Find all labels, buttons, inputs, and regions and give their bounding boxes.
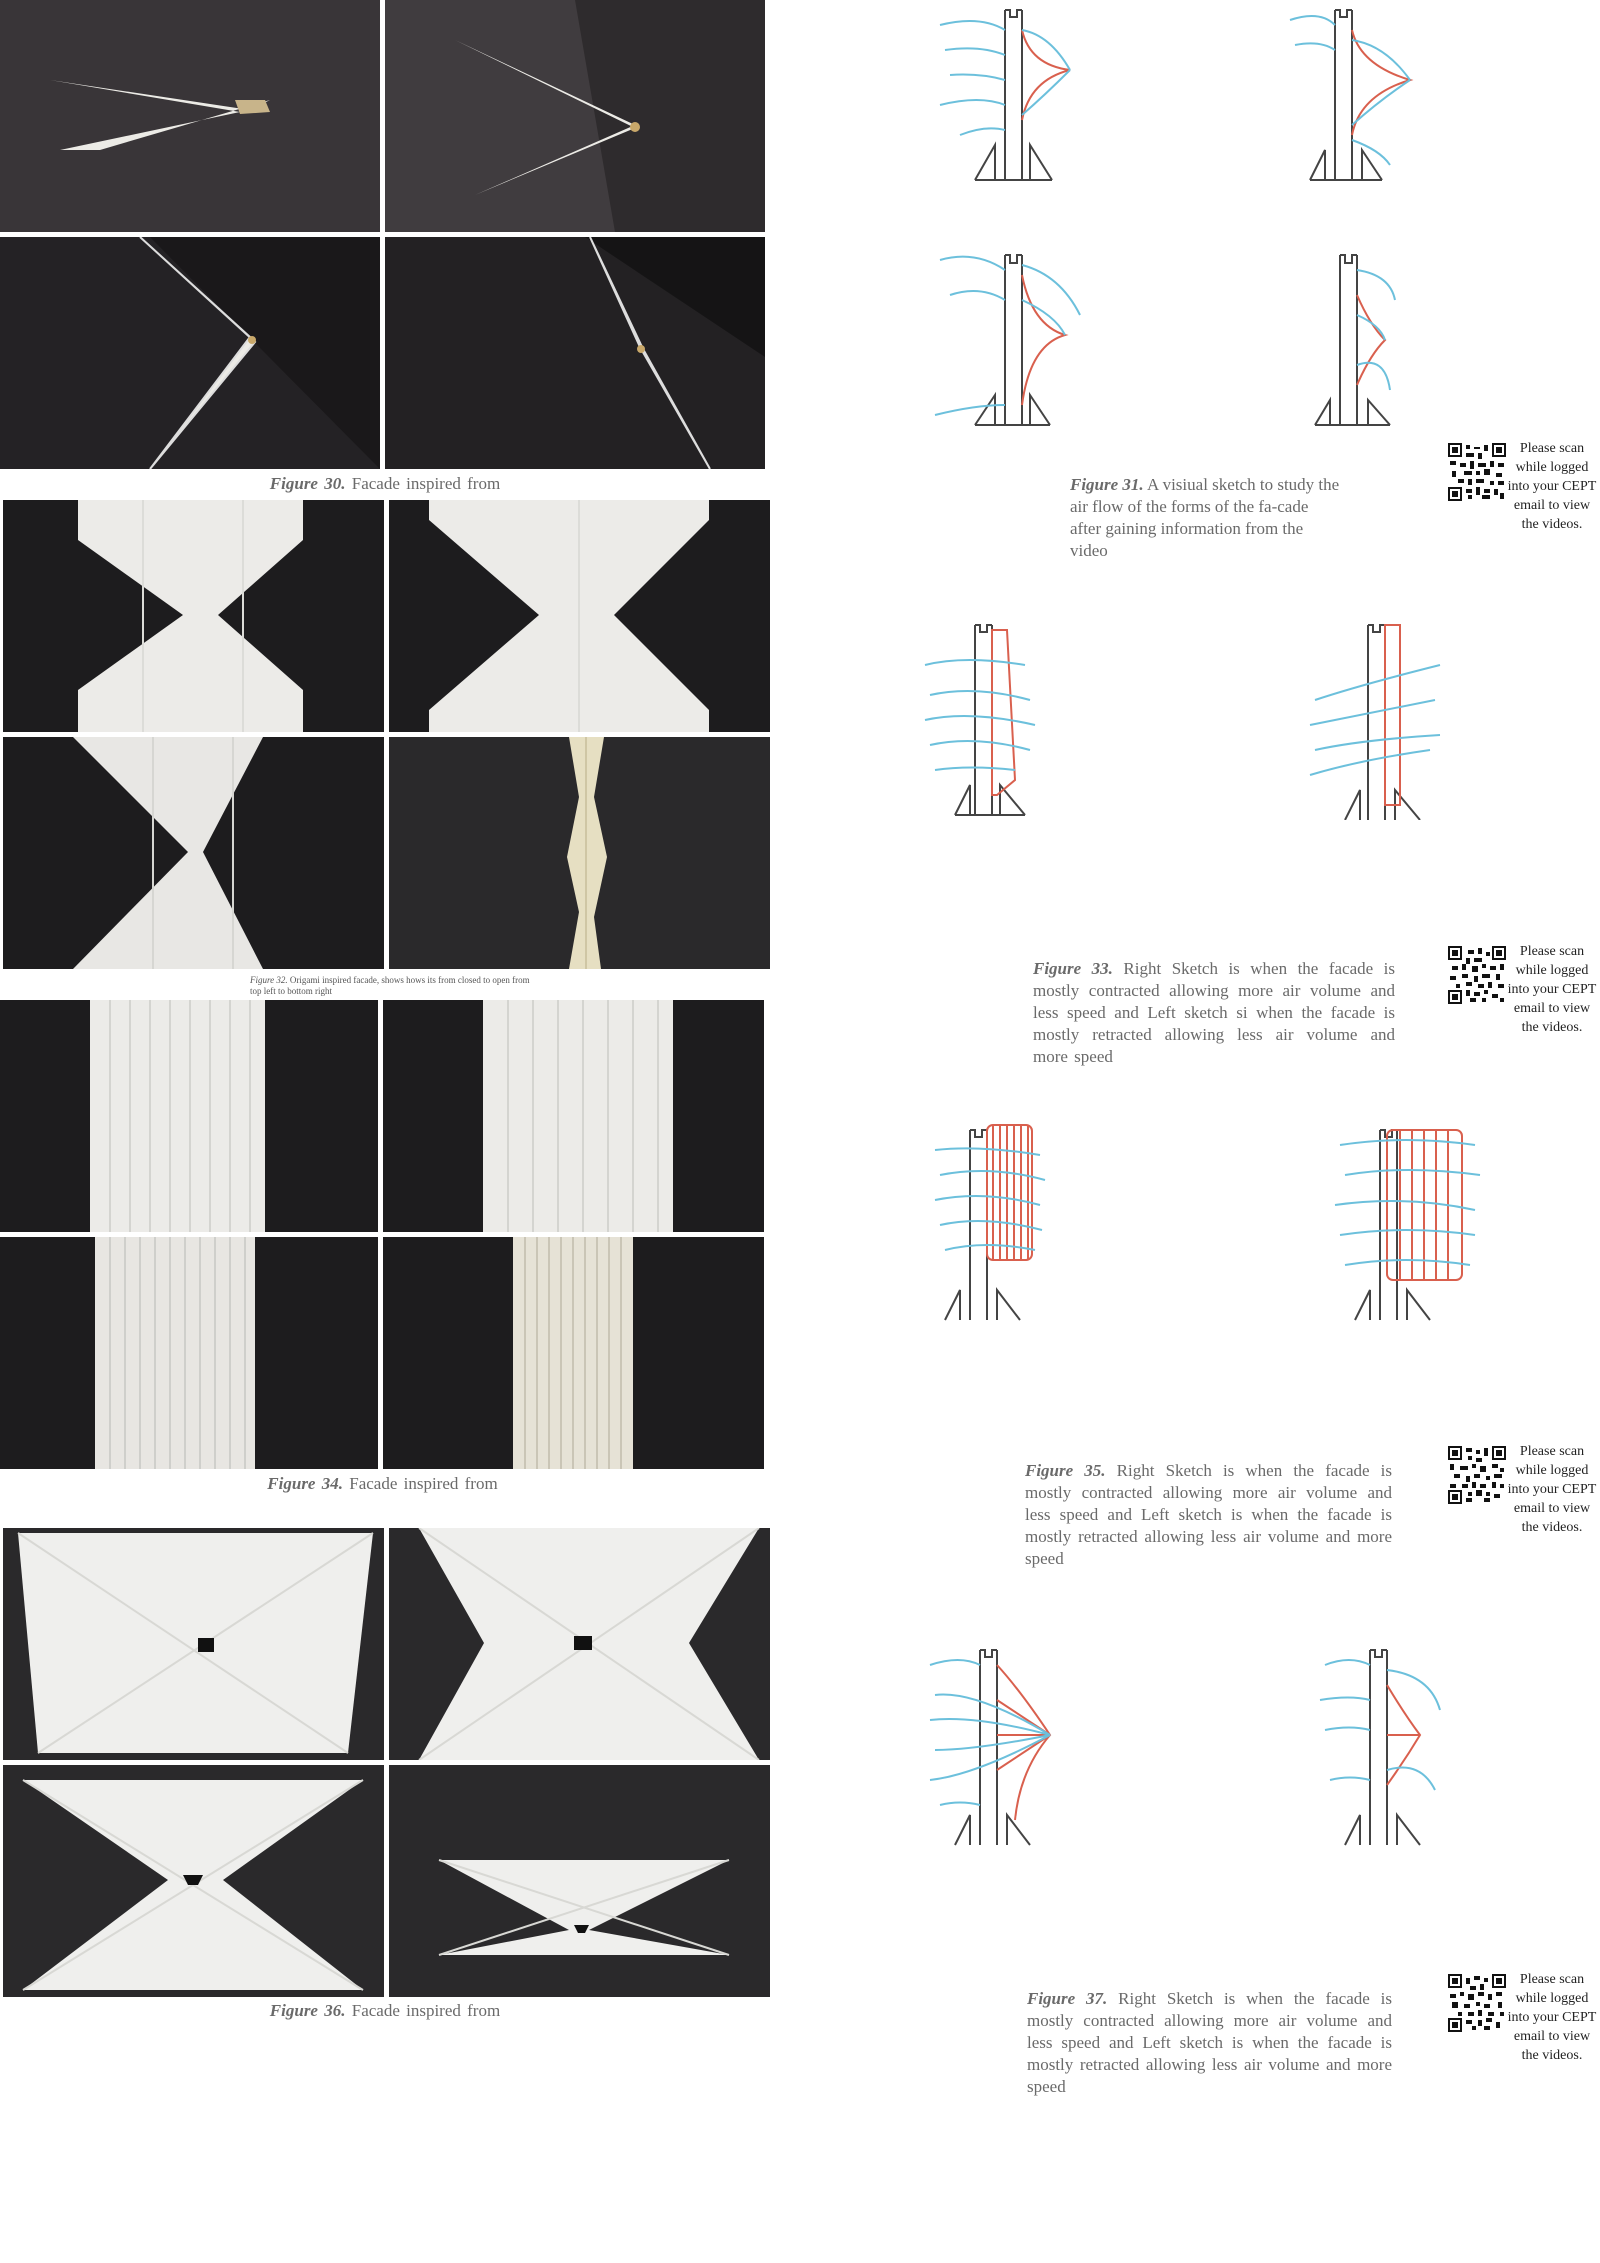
figure-text: Right Sketch is when the facade is mostly contracted allowing more air volume and less speed and Left sketch is when the facade is mostly retracted allowing less air volume and more speed (1025, 1461, 1393, 1568)
photo-fig34-d (383, 1237, 764, 1469)
qr-block-1 (1448, 443, 1598, 563)
qr-code-icon (1448, 1446, 1506, 1504)
figure-label: Figure 30. (269, 474, 346, 493)
photo-fig32-d (389, 737, 770, 969)
figure-label: Figure 32. (250, 975, 288, 985)
figure-text: Facade inspired from (351, 474, 501, 493)
photo-fig30-a (0, 0, 380, 232)
photo-fig36-d (389, 1765, 770, 1997)
sketch-fig31-c (920, 245, 1120, 430)
qr-block-2 (1448, 946, 1598, 1066)
caption-fig37 (1027, 1988, 1392, 2098)
photo-fig36-b (389, 1528, 770, 1760)
figure-label: Figure 31. (1070, 475, 1144, 494)
sketch-fig35-b (1325, 1120, 1510, 1325)
figure-label: Figure 36. (269, 2001, 346, 2020)
figure-text: Facade inspired from (349, 1474, 498, 1493)
photo-fig36-c (3, 1765, 384, 1997)
sketch-fig37-a (920, 1640, 1120, 1850)
figure-label: Figure 33. (1033, 959, 1113, 978)
caption-fig33 (1033, 958, 1395, 1068)
caption-fig35 (1025, 1460, 1392, 1570)
qr-block-4 (1448, 1974, 1598, 2094)
qr-code-icon (1448, 443, 1506, 501)
caption-fig31 (1070, 474, 1340, 562)
caption-fig36 (0, 2000, 770, 2022)
figure-text: Right Sketch is when the facade is mostly contracted allowing more air volume and less speed and Left sketch is when the facade is mostly retracted allowing less air volume and more speed (1027, 1989, 1393, 2096)
sketch-fig35-a (930, 1120, 1110, 1325)
sketch-fig31-b (1270, 5, 1470, 185)
qr-code-icon (1448, 946, 1506, 1004)
caption-fig30 (0, 473, 770, 495)
photo-fig34-a (0, 1000, 378, 1232)
qr-instructions: Please scan while logged into your CEPT email to view the videos. (1507, 1444, 1597, 1535)
figure-text: Origami inspired facade, shows hows its from closed to open from top left to bottom right (250, 975, 530, 996)
figure-text: A visiual sketch to study the air flow of the forms of the fa-cade after gaining information from the video (1070, 475, 1340, 560)
qr-code-icon (1448, 1974, 1506, 2032)
photo-fig30-c (0, 237, 380, 469)
figure-text: Right Sketch is when the facade is mostly contracted allowing more air volume and less speed and Left sketch si when the facade is mostly retracted allowing less air volume and more speed (1033, 959, 1396, 1066)
sketch-fig31-d (1280, 245, 1470, 430)
photo-fig32-c (3, 737, 384, 969)
qr-instructions: Please scan while logged into your CEPT email to view the videos. (1507, 441, 1597, 532)
caption-fig32 (250, 975, 530, 997)
figure-label: Figure 37. (1027, 1989, 1108, 2008)
photo-fig30-d (385, 237, 765, 469)
photo-fig34-b (383, 1000, 764, 1232)
photo-fig36-a (3, 1528, 384, 1760)
photo-fig32-a (3, 500, 384, 732)
figure-label: Figure 34. (267, 1474, 343, 1493)
photo-fig30-b (385, 0, 765, 232)
photo-fig32-b (389, 500, 770, 732)
qr-instructions: Please scan while logged into your CEPT email to view the videos. (1507, 1972, 1597, 2063)
sketch-fig33-a (915, 620, 1115, 820)
qr-block-3 (1448, 1446, 1598, 1566)
photo-fig34-c (0, 1237, 378, 1469)
sketch-fig37-b (1310, 1640, 1500, 1850)
figure-label: Figure 35. (1025, 1461, 1106, 1480)
figure-text: Facade inspired from (351, 2001, 501, 2020)
caption-fig34 (0, 1473, 765, 1495)
qr-instructions: Please scan while logged into your CEPT email to view the videos. (1507, 944, 1597, 1035)
sketch-fig33-b (1300, 620, 1500, 820)
sketch-fig31-a (920, 5, 1120, 185)
